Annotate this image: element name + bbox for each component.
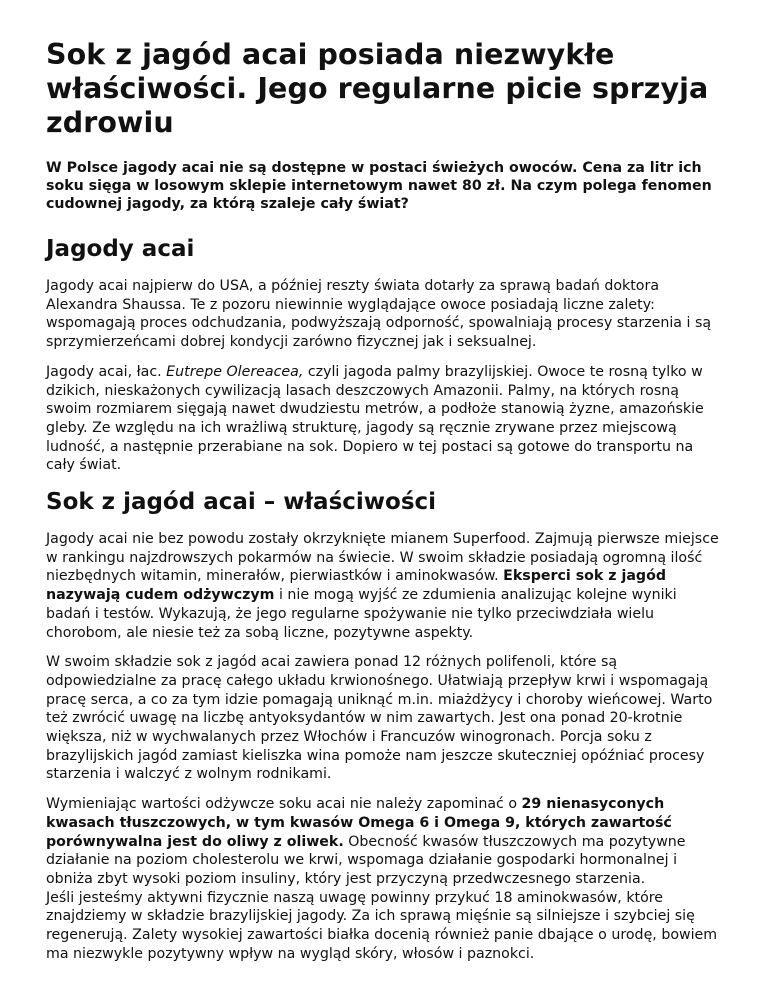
paragraph xyxy=(46,795,722,889)
section-heading-wlasciwosci: Sok z jagód acai – właściwości xyxy=(46,489,437,516)
paragraph-text: i nie mogą wyjść ze zdumienia analizując kolejne wyniki badań i testów. Wykazują, że jego regularne spożywanie nie tylko przeciwdziała wielu chorobom, ale niesie też za sobą liczne, pozytywne aspekty. xyxy=(46,587,677,641)
section-heading-jagody-acai: Jagody acai xyxy=(46,236,195,262)
paragraph: Jagody acai najpierw do USA, a później reszty świata dotarły za sprawą badań doktora Alexandra Shaussa. Te z pozoru niewinnie wyglądające owoce posiadają liczne zalety: wspomagają proces odchudzania, podwyższają odporność, spowalniają procesy starzenia i są sprzymierzeńcami dobrej kondycji zarówno fizycznej jak i seksualnej. xyxy=(46,278,712,351)
emphasis-text: 29 nienasyconych kwasach tłuszczowych, w tym kwasów Omega 6 i Omega 9, których zawartość porównywalna jest do oliwy z oliwek. xyxy=(46,796,672,850)
emphasis-text: Eksperci sok z jagód nazywają cudem odżywczym xyxy=(46,568,666,604)
paragraph xyxy=(46,363,722,475)
paragraph: Jeśli jesteśmy aktywni fizycznie naszą uwagę powinny przykuć 18 aminokwasów, które znajdziemy w składzie brazylijskiej jagody. Za ich sprawą mięśnie są silniejsze i szybciej się regenerują. Zalety wysokiej zawartości białka docenią również panie dbające o urodę, bowiem ma niezwykle pozytywny wpływ na wygląd skóry, włosów i paznokci. xyxy=(46,889,718,962)
article-title: Sok z jagód acai posiada niezwykłe właściwości. Jego regularne picie sprzyja zdrowiu xyxy=(46,38,709,139)
article-lead: W Polsce jagody acai nie są dostępne w postaci świeżych owoców. Cena za litr ich soku sięga w losowym sklepie internetowym nawet 80 zł. Na czym polega fenomen cudownej jagody, za którą szaleje cały świat? xyxy=(46,160,712,212)
paragraph-text: Obecność kwasów tłuszczowych ma pozytywne działanie na poziom cholesterolu we krwi, wspomaga działanie gospodarki hormonalnej i obniża zbyt wysoki poziom insuliny, który jest przyczyną przedwczesnego starzenia. xyxy=(46,833,686,887)
paragraph-text: czyli jagoda palmy brazylijskiej. Owoce te rosną tylko w dzikich, nieskażonych cywilizacją lasach deszczowych Amazonii. Palmy, na których rosną swoim rozmiarem sięgają nawet dwudziestu metrów, a podłoże stanowią żyzne, amazońskie gleby. Ze względu na ich wrażliwą strukturę, jagody są ręcznie zrywane przez miejscową ludność, a następnie przerabiane na sok. Dopiero w tej postaci są gotowe do transportu na cały świat. xyxy=(46,363,704,474)
paragraph-text: Jagody acai nie bez powodu zostały okrzyknięte mianem Superfood. Zajmują pierwsze miejsce w rankingu najzdrowszych pokarmów na świecie. W swoim składzie posiadają ogromną ilość niezbędnych witamin, minerałów, pierwiastków i aminokwasów. xyxy=(46,531,719,585)
paragraph xyxy=(46,530,722,642)
latin-name: Eutrepe Olereacea, xyxy=(166,363,304,380)
paragraph-text: Jagody acai, łac. xyxy=(46,363,167,380)
paragraph-text: Wymieniając wartości odżywcze soku acai nie należy zapominać o xyxy=(46,796,522,813)
paragraph: W swoim składzie sok z jagód acai zawiera ponad 12 różnych polifenoli, które są odpowiedzialne za pracę całego układu krwionośnego. Ułatwiają przepływ krwi i wspomagają pracę serca, a co za tym idzie pomagają uniknąć m.in. miażdżycy i choroby wieńcowej. Warto też zwrócić uwagę na liczbę antyoksydantów w nim zawartych. Jest ona ponad 20-krotnie większa, niż w wychwalanych przez Włochów i Francuzów winogronach. Porcja soku z brazylijskich jagód zamiast kieliszka wina pomoże nam jeszcze skuteczniej opóźniać procesy starzenia i walczyć z wolnym rodnikami. xyxy=(46,654,713,783)
